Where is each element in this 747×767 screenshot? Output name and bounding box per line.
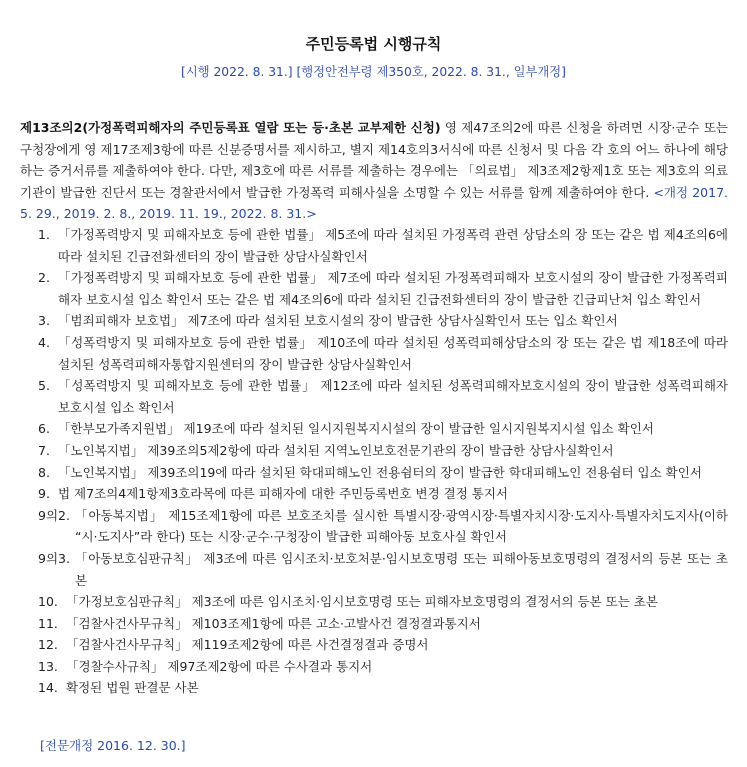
item-text: 법 제7조의4제1항제3호라목에 따른 피해자에 대한 주민등록번호 변경 결정 통지서: [58, 486, 508, 502]
item-text: 「노인복지법」 제39조의5제2항에 따라 설치된 지역노인보호전문기관의 장이 발급한 상담사실확인서: [58, 442, 614, 458]
item-number: 9의3.: [38, 550, 70, 566]
revision-note[interactable]: [전문개정 2016. 12. 30.]: [40, 738, 186, 753]
list-item: [38, 462, 728, 484]
article-heading: 제13조의2(가정폭력피해자의 주민등록표 열람 또는 등·초본 교부제한 신청): [20, 120, 441, 135]
list-item: [38, 677, 728, 699]
item-number: 4.: [38, 334, 50, 350]
item-number: 12.: [38, 637, 58, 653]
item-text: 「성폭력방지 및 피해자보호 등에 관한 법률」 제12조에 따라 설치된 성폭력피해자보호시설의 장이 발급한 성폭력피해자 보호시설 입소 확인서: [58, 378, 728, 415]
article-body: 영 제47조의2에 따른 신청을 하려면 시장·군수 또는 구청장에게 영 제17조제3항에 따른 신분증명서를 제시하고, 별지 제14호의3서식에 따른 신청서 및 다음 각 호의 어느 하나에 해당하는 증거서류를 제출하여야 한다. 다만, 제3호에 따른 서류를 제출하는 경우에는 「의료법」 제3조제2항제1호 또는 제3호의 의료기관이 발급한 진단서 또는 경찰관서에서 발급한 가정폭력 피해사실을 소명할 수 있는 서류를 함께 제출하여야 한다.: [20, 120, 728, 200]
item-number: 9.: [38, 486, 50, 502]
item-text: 「성폭력방지 및 피해자보호 등에 관한 법률」 제10조에 따라 설치된 성폭력피해상담소의 장 또는 같은 법 제18조에 따라 설치된 성폭력피해자통합지원센터의 장이 발급한 상담사실확인서: [58, 334, 728, 372]
list-item: [38, 224, 728, 267]
item-number: 1.: [38, 227, 50, 242]
item-text: 「가정폭력방지 및 피해자보호 등에 관한 법률」 제7조에 따라 설치된 가정폭력피해자 보호시설의 장이 발급한 가정폭력피해자 보호시설 입소 확인서 또는 같은 법 제4조의6에 따라 설치된 긴급전화센터의 장이 발급한 긴급피난처 입소 확인서: [58, 270, 728, 307]
item-text: 「아동보호심판규칙」 제3조에 따른 임시조치·보호처분·임시보호명령 또는 피해아동보호명령의 결정서의 등본 또는 초본: [75, 550, 728, 588]
item-text: 확정된 법원 판결문 사본: [66, 680, 199, 696]
list-item: [38, 418, 728, 440]
item-text: 「가정보호심판규칙」 제3조에 따른 임시조치·임시보호명령 또는 피해자보호명령의 결정서의 등본 또는 초본: [66, 594, 658, 610]
item-number: 14.: [38, 680, 58, 696]
enforcement-info[interactable]: [시행 2022. 8. 31.] [행정안전부령 제350호, 2022. 8. 31., 일부개정]: [181, 65, 566, 79]
list-item: [38, 375, 728, 418]
item-number: 5.: [38, 378, 50, 394]
item-number: 10.: [38, 594, 58, 610]
item-text: 「노인복지법」 제39조의19에 따라 설치된 학대피해노인 전용쉼터의 장이 발급한 학대피해노인 전용쉼터 입소 확인서: [58, 464, 702, 480]
item-text: 「검찰사건사무규칙」 제103조제1항에 따른 고소·고발사건 결정결과통지서: [66, 615, 481, 631]
item-number: 3.: [38, 313, 50, 329]
item-number: 6.: [38, 421, 50, 437]
item-text: 「검찰사건사무규칙」 제119조제2항에 따른 사건결정결과 증명서: [66, 637, 429, 653]
list-item: [38, 591, 728, 613]
item-number: 8.: [38, 464, 50, 480]
evidence-list: [38, 224, 728, 699]
item-number: 9의2.: [38, 507, 70, 523]
item-text: 「범죄피해자 보호법」 제7조에 따라 설치된 보호시설의 장이 발급한 상담사실확인서 또는 입소 확인서: [58, 313, 618, 329]
list-item: [38, 548, 728, 591]
list-item: [38, 656, 728, 678]
list-item: [38, 634, 728, 656]
article-paragraph: [20, 117, 728, 225]
item-text: 「경찰수사규칙」 제97조제2항에 따른 수사결과 통지서: [66, 658, 373, 674]
item-text: 「가정폭력방지 및 피해자보호 등에 관한 법률」 제5조에 따라 설치된 가정폭력 관련 상담소의 장 또는 같은 법 제4조의6에 따라 설치된 긴급전화센터의 장이 발급한 상담사실확인서: [58, 227, 728, 264]
item-number: 13.: [38, 658, 58, 674]
list-item: [38, 613, 728, 635]
item-number: 11.: [38, 615, 58, 631]
list-item: [38, 440, 728, 462]
amendment-link[interactable]: <개정 2017. 5. 29., 2019. 2. 8., 2019. 11. 19., 2022. 8. 31.>: [20, 184, 728, 222]
list-item: [38, 505, 728, 548]
list-item: [38, 267, 728, 310]
item-number: 7.: [38, 442, 50, 458]
page-title: 주민등록법 시행규칙: [305, 35, 442, 53]
list-item: [38, 310, 728, 332]
item-text: 「아동복지법」 제15조제1항에 따른 보호조치를 실시한 특별시장·광역시장·특별자치시장·도지사·특별자치도지사(이하 “시·도지사”라 한다) 또는 시장·군수·구청장이 발급한 피해아동 보호사실 확인서: [75, 507, 728, 545]
item-number: 2.: [38, 270, 50, 286]
item-text: 「한부모가족지원법」 제19조에 따라 설치된 일시지원복지시설의 장이 발급한 일시지원복지시설 입소 확인서: [58, 421, 654, 437]
list-item: [38, 483, 728, 505]
list-item: [38, 332, 728, 375]
